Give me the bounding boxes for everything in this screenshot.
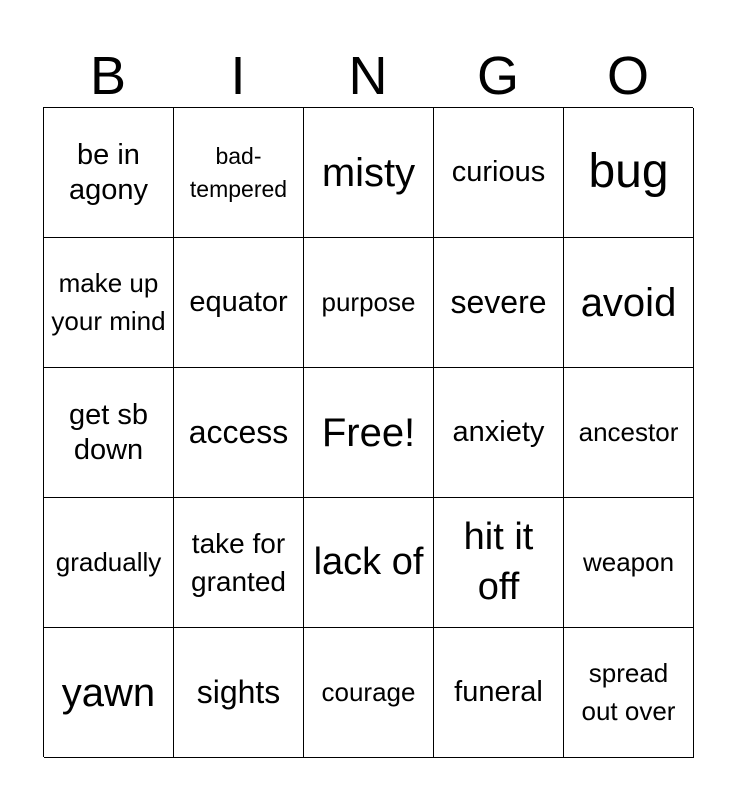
free-space-text: Free! bbox=[321, 410, 416, 455]
cell-text: bad-tempered bbox=[189, 143, 288, 202]
cell-text: hit it off bbox=[463, 516, 534, 608]
bingo-cell[interactable] bbox=[434, 498, 564, 628]
bingo-cell[interactable] bbox=[174, 368, 304, 498]
bingo-cell[interactable] bbox=[304, 108, 434, 238]
bingo-cell[interactable] bbox=[564, 108, 694, 238]
cell-text: weapon bbox=[582, 546, 675, 577]
bingo-cell free-space[interactable] bbox=[304, 368, 434, 498]
bingo-cell[interactable] bbox=[304, 628, 434, 758]
bingo-cell[interactable] bbox=[44, 498, 174, 628]
cell-text: severe bbox=[450, 284, 547, 321]
header-letter-n: N bbox=[348, 46, 388, 106]
bingo-cell[interactable] bbox=[44, 628, 174, 758]
bingo-cell[interactable] bbox=[564, 628, 694, 758]
cell-text: courage bbox=[321, 676, 416, 707]
header-letter-b: B bbox=[89, 46, 127, 106]
cell-text: gradually bbox=[55, 546, 162, 577]
bingo-cell[interactable] bbox=[174, 628, 304, 758]
bingo-cell[interactable] bbox=[564, 368, 694, 498]
cell-text: yawn bbox=[61, 670, 156, 715]
cell-text: spread out over bbox=[581, 657, 676, 726]
bingo-board bbox=[43, 107, 693, 757]
bingo-cell[interactable] bbox=[304, 498, 434, 628]
bingo-cell[interactable] bbox=[304, 238, 434, 368]
bingo-cell[interactable] bbox=[174, 108, 304, 238]
cell-text: lack of bbox=[313, 540, 424, 583]
cell-text: ancestor bbox=[578, 416, 679, 447]
cell-text: funeral bbox=[454, 676, 543, 709]
bingo-cell[interactable] bbox=[44, 108, 174, 238]
cell-text: equator bbox=[189, 286, 288, 319]
cell-text: bug bbox=[588, 145, 669, 199]
cell-text: misty bbox=[321, 150, 416, 195]
cell-text: take for granted bbox=[191, 527, 286, 597]
cell-text: make up your mind bbox=[51, 267, 166, 336]
bingo-cell[interactable] bbox=[434, 108, 564, 238]
bingo-cell[interactable] bbox=[434, 238, 564, 368]
cell-text: anxiety bbox=[452, 416, 545, 449]
cell-text: be in agony bbox=[68, 138, 148, 206]
bingo-cell[interactable] bbox=[434, 628, 564, 758]
header-letter-o: O bbox=[606, 46, 649, 106]
cell-text: access bbox=[188, 414, 289, 451]
bingo-header bbox=[43, 44, 693, 108]
cell-text: get sb down bbox=[69, 398, 148, 466]
cell-text: avoid bbox=[580, 280, 677, 325]
bingo-cell[interactable] bbox=[44, 368, 174, 498]
bingo-cell[interactable] bbox=[434, 368, 564, 498]
bingo-cell[interactable] bbox=[564, 238, 694, 368]
bingo-cell[interactable] bbox=[564, 498, 694, 628]
bingo-cell[interactable] bbox=[174, 498, 304, 628]
cell-text: sights bbox=[196, 674, 281, 711]
header-letter-g: G bbox=[476, 46, 519, 106]
bingo-cell[interactable] bbox=[44, 238, 174, 368]
header-letter-i: I bbox=[230, 46, 246, 106]
cell-text: purpose bbox=[321, 286, 416, 317]
cell-text: curious bbox=[451, 156, 546, 189]
bingo-cell[interactable] bbox=[174, 238, 304, 368]
